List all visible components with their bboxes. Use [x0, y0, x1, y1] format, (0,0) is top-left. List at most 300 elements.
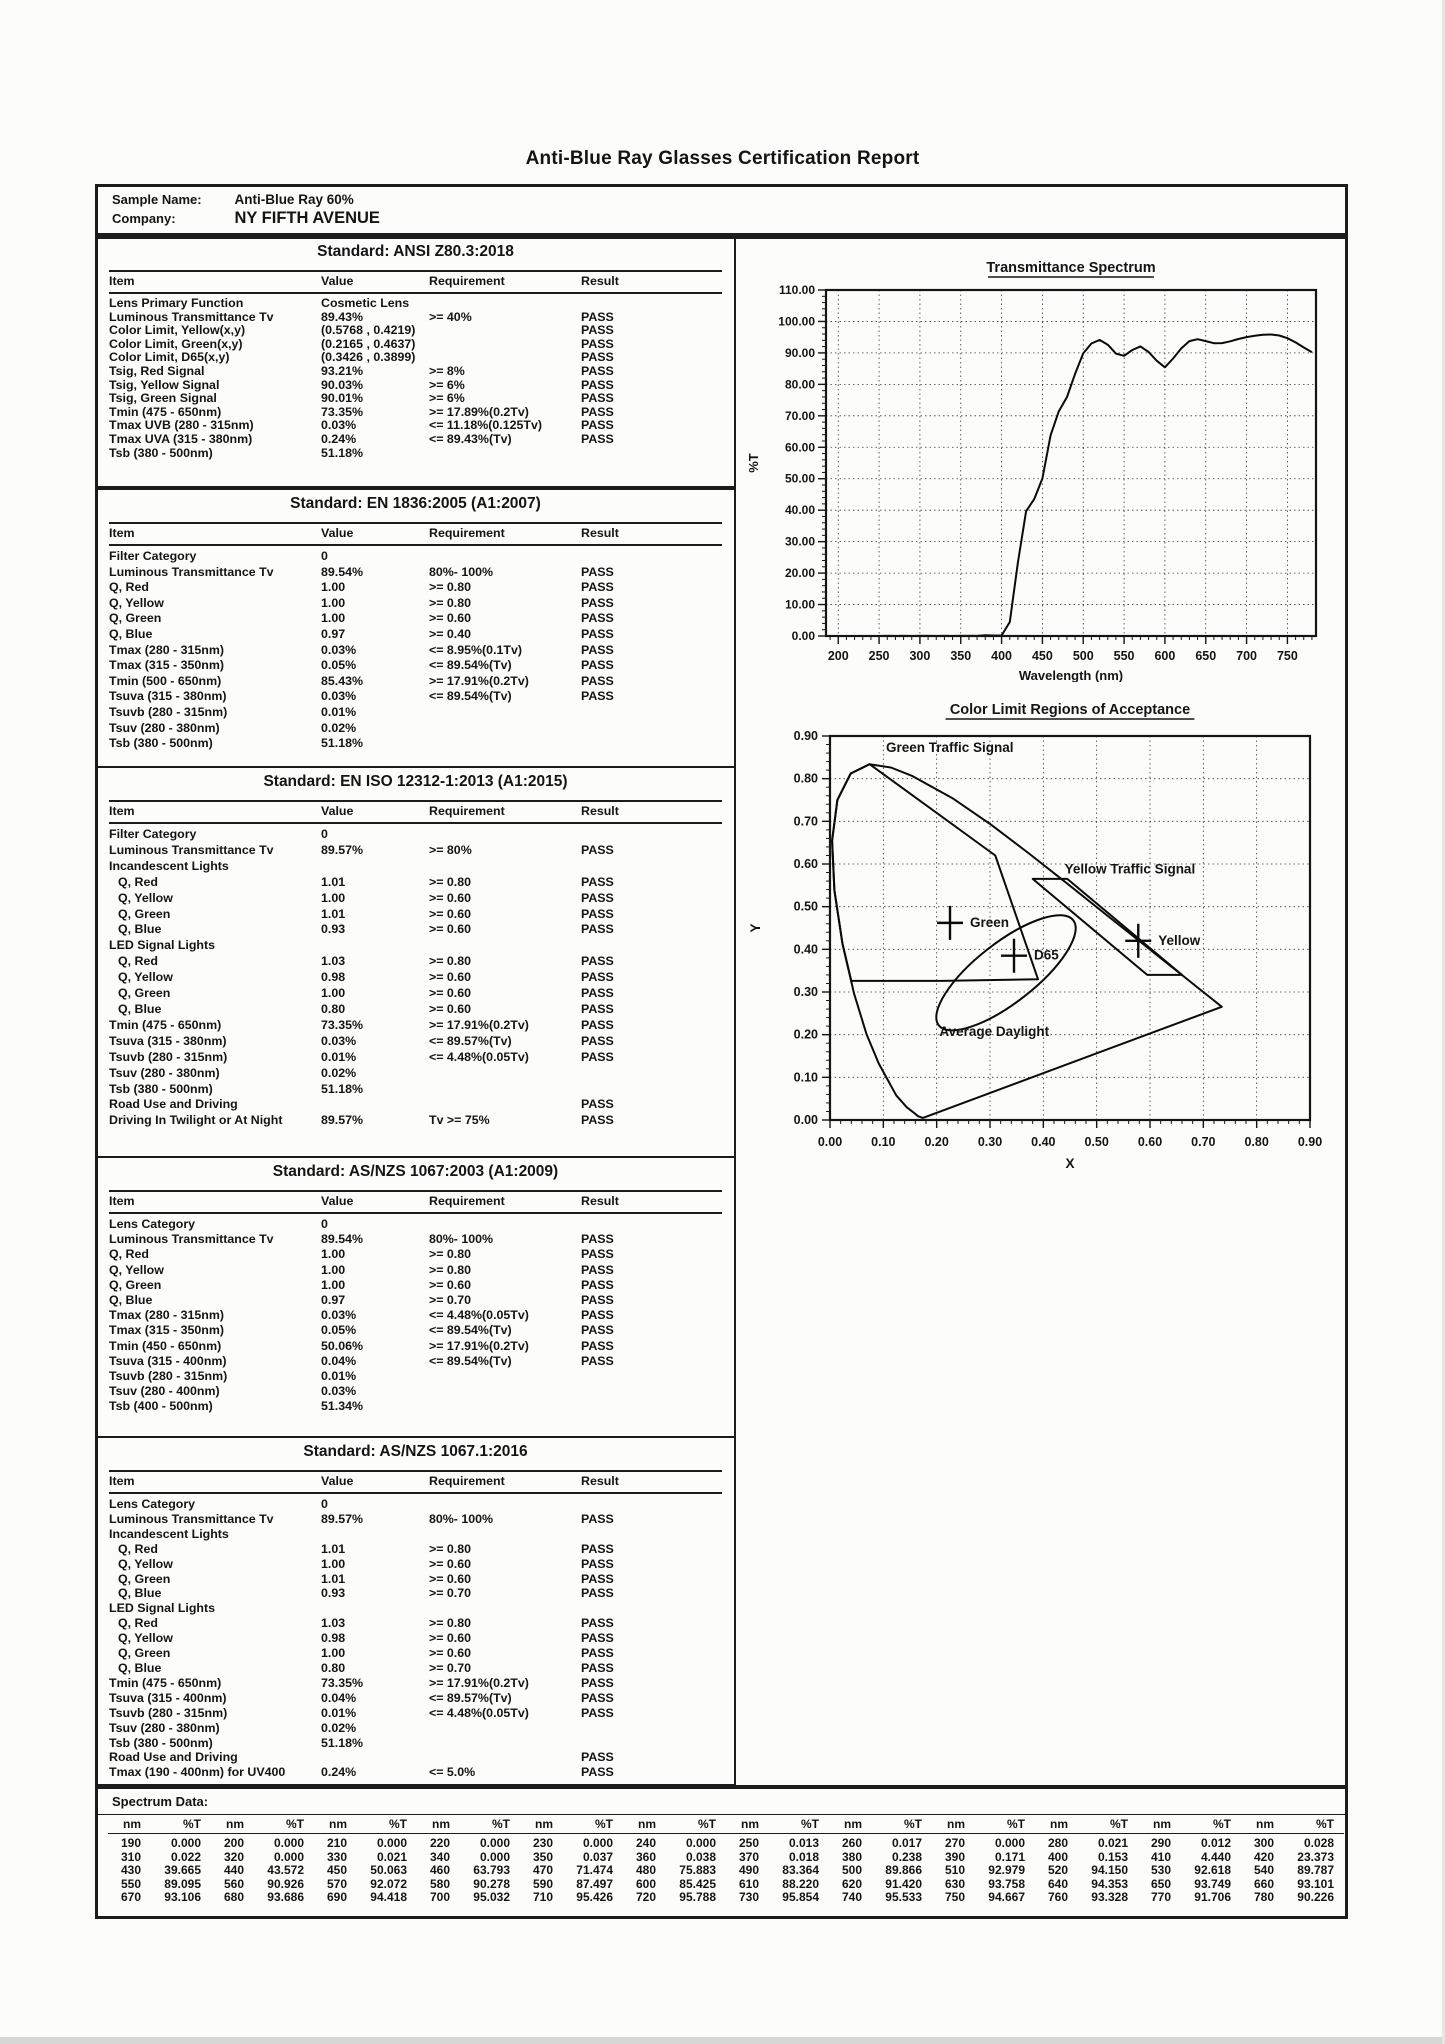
table-row: [109, 689, 722, 705]
table-row: [109, 324, 722, 338]
transmittance-cell: 0.171: [994, 1849, 1025, 1864]
column-header: nm: [1035, 1818, 1072, 1834]
cell: 89.43%: [321, 309, 364, 324]
table-header-row: [109, 270, 722, 294]
column-header: Requirement: [429, 526, 505, 540]
column-header: nm: [829, 1818, 866, 1834]
cell: Q, Blue: [118, 1660, 162, 1675]
column-header: %T: [1175, 1818, 1241, 1834]
cell: >= 0.80: [429, 1541, 472, 1556]
transmittance-cell: 0.000: [685, 1836, 716, 1851]
line-chart-svg: [738, 246, 1346, 682]
result-cell: PASS: [581, 1308, 614, 1323]
y-tick-label: 10.00: [784, 597, 815, 612]
cell: 0.98: [321, 970, 346, 985]
transmittance-curve: [830, 335, 1312, 637]
cell: 0.03%: [321, 642, 357, 657]
cell: >= 0.60: [429, 906, 472, 921]
x-tick-label: 0.10: [871, 1135, 896, 1149]
cell: (0.5768 , 0.4219): [321, 323, 416, 338]
cell: Q, Blue: [118, 1586, 162, 1601]
transmittance-cell: 0.000: [376, 1836, 407, 1851]
table-row: [109, 1721, 722, 1736]
cell: Tmin (475 - 650nm): [109, 1675, 222, 1690]
result-cell: PASS: [581, 431, 614, 446]
cell: >= 40%: [429, 309, 472, 324]
cell: Tsuv (280 - 380nm): [109, 720, 220, 735]
cell: Tsb (400 - 500nm): [109, 1399, 213, 1414]
cell: 80%- 100%: [429, 1232, 494, 1247]
table-row: [109, 419, 722, 433]
result-cell: PASS: [581, 986, 614, 1001]
transmittance-cell: 93.686: [267, 1890, 304, 1905]
table-row: [109, 922, 722, 938]
result-cell: PASS: [581, 658, 614, 673]
cell: [429, 297, 581, 311]
cell: >= 17.91%(0.2Tv): [429, 1017, 529, 1032]
standard-table-ansi-z80: [95, 236, 736, 488]
cell: 0.98: [321, 1631, 346, 1646]
result-cell: PASS: [581, 1631, 614, 1646]
result-cell: [581, 859, 722, 875]
cell: Q, Green: [109, 611, 162, 626]
cell: 1.01: [321, 1571, 346, 1586]
cell: [429, 324, 581, 338]
cell: [429, 736, 581, 752]
transmittance-cell: 0.028: [1303, 1836, 1334, 1851]
cell: 0.04%: [321, 1353, 357, 1368]
transmittance-cell: 95.032: [473, 1890, 510, 1905]
transmittance-cell: 71.474: [576, 1863, 613, 1878]
cell: [429, 1217, 581, 1232]
column-header: nm: [726, 1818, 763, 1834]
transmittance-cell: 91.420: [885, 1876, 922, 1891]
result-cell: PASS: [581, 842, 614, 857]
cell: 0.01%: [321, 1369, 357, 1384]
transmittance-cell: 0.000: [582, 1836, 613, 1851]
wavelength-cell: 410: [1150, 1849, 1171, 1864]
cell: >= 0.60: [429, 1571, 472, 1586]
column-header: Item: [109, 804, 135, 818]
wavelength-cell: 590: [532, 1876, 553, 1891]
column-header: Item: [109, 1474, 135, 1488]
wavelength-cell: 400: [1047, 1849, 1068, 1864]
table-header-row: [109, 800, 722, 824]
wavelength-cell: 700: [429, 1890, 450, 1905]
cell: Tmin (500 - 650nm): [109, 673, 222, 688]
cell: <= 89.54%(Tv): [429, 1323, 512, 1338]
wavelength-cell: 330: [326, 1849, 347, 1864]
table-row: [109, 565, 722, 581]
transmittance-cell: 63.793: [473, 1863, 510, 1878]
table-row: [109, 1369, 722, 1384]
cell: 0.01%: [321, 1049, 357, 1064]
cell: <= 89.54%(Tv): [429, 658, 512, 673]
transmittance-cell: 90.226: [1297, 1890, 1334, 1905]
y-tick-label: 90.00: [784, 345, 815, 360]
table-row: [109, 447, 722, 461]
y-tick-label: 50.00: [784, 471, 815, 486]
cell: >= 0.70: [429, 1586, 472, 1601]
transmittance-cell: 93.101: [1297, 1876, 1334, 1891]
y-tick-label: 0.90: [793, 729, 818, 743]
cell: 1.00: [321, 611, 346, 626]
table-row: [109, 1676, 722, 1691]
result-cell: PASS: [581, 564, 614, 579]
y-tick-label: 100.00: [778, 314, 815, 329]
wavelength-cell: 200: [223, 1836, 244, 1851]
x-tick-label: 550: [1113, 649, 1135, 663]
cell: (0.2165 , 0.4637): [321, 336, 416, 351]
cell: 0.80: [321, 1660, 346, 1675]
transmittance-cell: 0.013: [788, 1836, 819, 1851]
result-cell: PASS: [581, 689, 614, 704]
x-tick-label: 0.60: [1137, 1135, 1163, 1149]
wavelength-cell: 550: [120, 1876, 141, 1891]
transmittance-cell: 0.000: [170, 1836, 201, 1851]
color-chart-svg: [738, 688, 1350, 1168]
cell: 0: [321, 827, 328, 841]
result-cell: [581, 1082, 722, 1098]
table-row: [109, 674, 722, 690]
wavelength-cell: 230: [532, 1836, 553, 1851]
cell: 1.01: [321, 874, 346, 889]
result-cell: PASS: [581, 418, 614, 433]
table-row: [109, 954, 722, 970]
table-row: [109, 875, 722, 891]
cell: Q, Yellow: [118, 890, 173, 905]
cell: Tsuva (315 - 380nm): [109, 1033, 227, 1048]
y-tick-label: 80.00: [784, 377, 815, 392]
cell: Tsuva (315 - 400nm): [109, 1690, 227, 1705]
sample-name-label: Sample Name:: [112, 192, 202, 207]
result-cell: PASS: [581, 1556, 614, 1571]
cell: 0.93: [321, 922, 346, 937]
transmittance-cell: 50.063: [370, 1863, 407, 1878]
column-header: %T: [454, 1818, 520, 1834]
table-row: [109, 1278, 722, 1293]
cell: >= 0.60: [429, 1646, 472, 1661]
cell: >= 0.80: [429, 595, 472, 610]
x-axis-title: Wavelength (nm): [1018, 668, 1124, 682]
table-row: [109, 1661, 722, 1676]
x-tick-label: 0.40: [1031, 1135, 1056, 1149]
cell: [429, 938, 581, 954]
green-traffic-signal-region: [832, 764, 1038, 981]
column-header: nm: [623, 1818, 660, 1834]
spectrum-data-table: [108, 1818, 1344, 1904]
y-tick-label: 0.80: [793, 771, 818, 786]
table-row: [109, 1736, 722, 1751]
table-row: [109, 970, 722, 986]
result-cell: PASS: [581, 1017, 614, 1032]
cell: [429, 1082, 581, 1098]
transmittance-cell: 4.440: [1200, 1849, 1231, 1864]
column-header: Result: [581, 1474, 619, 1488]
transmittance-cell: 88.220: [782, 1876, 819, 1891]
cell: Filter Category: [109, 549, 197, 563]
cell: >= 0.80: [429, 1247, 472, 1262]
result-cell: [581, 1497, 722, 1512]
wavelength-cell: 450: [326, 1863, 347, 1878]
result-cell: [581, 1601, 722, 1616]
wavelength-cell: 650: [1150, 1876, 1171, 1891]
cell: 80%- 100%: [429, 564, 494, 579]
y-tick-label: 0.60: [793, 857, 818, 871]
column-header: nm: [932, 1818, 969, 1834]
cell: Tv >= 75%: [429, 1113, 490, 1128]
wavelength-cell: 340: [429, 1849, 450, 1864]
table-row: [109, 1293, 722, 1308]
y-tick-label: 60.00: [784, 440, 815, 455]
column-header: Value: [321, 804, 354, 818]
result-cell: PASS: [581, 1511, 614, 1526]
result-cell: PASS: [581, 970, 614, 985]
transmittance-cell: 95.533: [885, 1890, 922, 1905]
cell: 0.02%: [321, 1720, 357, 1735]
cell: [429, 549, 581, 565]
result-cell: [581, 705, 722, 721]
table-row: [109, 1399, 722, 1414]
table-row: [109, 1631, 722, 1646]
cell: >= 0.40: [429, 626, 472, 641]
cell: [321, 1097, 429, 1113]
cell: >= 0.60: [429, 986, 472, 1001]
column-header: Value: [321, 1474, 354, 1488]
result-cell: PASS: [581, 874, 614, 889]
x-tick-label: 750: [1276, 649, 1298, 663]
wavelength-cell: 240: [635, 1836, 656, 1851]
wavelength-cell: 680: [223, 1890, 244, 1905]
cell: [429, 1527, 581, 1542]
table-row: [109, 1247, 722, 1262]
cell: (0.3426 , 0.3899): [321, 350, 416, 365]
cell: 1.00: [321, 890, 346, 905]
table-row: [109, 1034, 722, 1050]
transmittance-cell: 94.667: [988, 1890, 1025, 1905]
transmittance-cell: 0.021: [376, 1849, 407, 1864]
standard-table-eniso12312: [95, 766, 736, 1158]
cell: <= 5.0%: [429, 1765, 476, 1780]
column-header: Requirement: [429, 804, 505, 818]
cell: 0.03%: [321, 1308, 357, 1323]
result-cell: PASS: [581, 391, 614, 406]
standard-title: Standard: EN 1836:2005 (A1:2007): [290, 495, 541, 512]
cell: Incandescent Lights: [109, 1526, 229, 1541]
standard-table: [109, 1190, 722, 1415]
transmittance-cell: 94.353: [1091, 1876, 1128, 1891]
transmittance-cell: 95.426: [576, 1890, 613, 1905]
table-row: [109, 351, 722, 365]
transmittance-cell: 83.364: [782, 1863, 819, 1878]
standard-table-asnzs1067-2003: [95, 1156, 736, 1438]
cell: 0.01%: [321, 704, 357, 719]
transmittance-cell: 0.000: [994, 1836, 1025, 1851]
result-cell: PASS: [581, 580, 614, 595]
wavelength-cell: 720: [635, 1890, 656, 1905]
cell: >= 0.80: [429, 1262, 472, 1277]
wavelength-cell: 780: [1253, 1890, 1274, 1905]
cell: Tmax (280 - 315nm): [109, 642, 225, 657]
cell: <= 89.57%(Tv): [429, 1033, 512, 1048]
cell: Tsuvb (280 - 315nm): [109, 704, 228, 719]
column-header: %T: [1072, 1818, 1138, 1834]
cell: 1.01: [321, 1541, 346, 1556]
cell: [429, 351, 581, 365]
y-tick-label: 0.10: [793, 1070, 818, 1085]
column-header: nm: [108, 1818, 145, 1834]
cell: [429, 827, 581, 843]
cell: Tsb (380 - 500nm): [109, 445, 213, 460]
wavelength-cell: 690: [326, 1890, 347, 1905]
cell: 0.02%: [321, 1065, 357, 1080]
result-cell: [581, 1721, 722, 1736]
wavelength-cell: 300: [1253, 1836, 1274, 1851]
table-row: [109, 1050, 722, 1066]
cell: 0: [321, 1497, 328, 1511]
cell: Q, Red: [118, 1616, 158, 1631]
transmittance-cell: 94.150: [1091, 1863, 1128, 1878]
cell: [321, 1527, 429, 1542]
column-header: Result: [581, 804, 619, 818]
wavelength-cell: 530: [1150, 1863, 1171, 1878]
result-cell: PASS: [581, 1616, 614, 1631]
result-cell: PASS: [581, 377, 614, 392]
cell: Q, Green: [118, 906, 171, 921]
cell: 1.03: [321, 954, 346, 969]
x-tick-label: 0.70: [1191, 1135, 1216, 1149]
transmittance-cell: 0.012: [1200, 1836, 1231, 1851]
marker-label: D65: [1034, 947, 1059, 963]
cell: Filter Category: [109, 827, 197, 841]
wavelength-cell: 750: [944, 1890, 965, 1905]
result-cell: PASS: [581, 1001, 614, 1016]
x-tick-label: 400: [991, 649, 1013, 663]
y-tick-label: 110.00: [778, 283, 815, 297]
cell: Road Use and Driving: [109, 1097, 238, 1112]
sample-info-box: [95, 184, 1348, 236]
result-cell: [581, 297, 722, 311]
result-cell: PASS: [581, 1262, 614, 1277]
cell: [429, 859, 581, 875]
transmittance-cell: 92.618: [1194, 1863, 1231, 1878]
cell: >= 0.70: [429, 1293, 472, 1308]
result-cell: [581, 1369, 722, 1384]
wavelength-cell: 270: [944, 1836, 965, 1851]
cell: Q, Red: [109, 580, 149, 595]
column-header: Result: [581, 1194, 619, 1208]
cell: 0.03%: [321, 418, 357, 433]
cell: Q, Blue: [118, 1001, 162, 1016]
cell: 89.57%: [321, 842, 364, 857]
result-cell: PASS: [581, 1705, 614, 1720]
cell: <= 4.48%(0.05Tv): [429, 1308, 529, 1323]
result-cell: PASS: [581, 1353, 614, 1368]
result-cell: PASS: [581, 350, 614, 365]
y-tick-label: 0.00: [793, 1113, 818, 1127]
cell: [429, 447, 581, 461]
column-header: Requirement: [429, 1474, 505, 1488]
column-header: Item: [109, 274, 135, 288]
column-header: nm: [520, 1818, 557, 1834]
cell: Q, Red: [118, 1541, 158, 1556]
result-cell: PASS: [581, 363, 614, 378]
y-tick-label: 0.30: [793, 985, 818, 999]
wavelength-cell: 190: [120, 1836, 141, 1851]
cell: [429, 1736, 581, 1751]
standard-title: Standard: AS/NZS 1067:2003 (A1:2009): [272, 1163, 559, 1180]
transmittance-cell: 89.787: [1297, 1863, 1334, 1878]
result-cell: [581, 938, 722, 954]
cell: [321, 859, 429, 875]
table-row: [109, 406, 722, 420]
table-row: [109, 1263, 722, 1278]
transmittance-cell: 89.866: [885, 1863, 922, 1878]
cell: >= 80%: [429, 842, 472, 857]
wavelength-cell: 560: [223, 1876, 244, 1891]
wavelength-cell: 470: [532, 1863, 553, 1878]
result-cell: PASS: [581, 404, 614, 419]
color-limit-regions-chart: [738, 688, 1350, 1168]
transmittance-cell: 0.000: [479, 1836, 510, 1851]
cell: 51.18%: [321, 445, 364, 460]
result-cell: PASS: [581, 1293, 614, 1308]
result-cell: PASS: [581, 906, 614, 921]
wavelength-cell: 620: [841, 1876, 862, 1891]
cell: Lens Category: [109, 1497, 196, 1511]
cell: <= 89.54%(Tv): [429, 1353, 512, 1368]
result-cell: PASS: [581, 1247, 614, 1262]
cell: Tsb (380 - 500nm): [109, 1081, 213, 1096]
table-row: [109, 907, 722, 923]
cell: 85.43%: [321, 673, 364, 688]
wavelength-cell: 630: [944, 1876, 965, 1891]
cell: >= 17.91%(0.2Tv): [429, 1338, 529, 1353]
cell: 0.93: [321, 1586, 346, 1601]
cell: >= 0.60: [429, 1631, 472, 1646]
cell: 90.01%: [321, 391, 364, 406]
cell: Color Limit, Yellow(x,y): [109, 323, 246, 338]
standard-title: Standard: ANSI Z80.3:2018: [317, 243, 514, 260]
cell: 1.01: [321, 906, 346, 921]
transmittance-cell: 90.926: [267, 1876, 304, 1891]
standard-title: Standard: AS/NZS 1067.1:2016: [303, 1443, 528, 1460]
cell: [429, 1066, 581, 1082]
result-cell: PASS: [581, 954, 614, 969]
cell: <= 89.43%(Tv): [429, 431, 512, 446]
column-header: %T: [969, 1818, 1035, 1834]
standard-table: [109, 800, 722, 1129]
wavelength-cell: 740: [841, 1890, 862, 1905]
table-row: [109, 1765, 722, 1780]
cell: [429, 1601, 581, 1616]
wavelength-cell: 250: [738, 1836, 759, 1851]
x-tick-label: 250: [868, 649, 890, 663]
x-tick-label: 600: [1154, 649, 1176, 663]
cell: <= 8.95%(0.1Tv): [429, 642, 522, 657]
table-row: [109, 627, 722, 643]
cell: 80%- 100%: [429, 1511, 494, 1526]
result-cell: PASS: [581, 1338, 614, 1353]
table-row: [109, 1646, 722, 1661]
cell: 51.34%: [321, 1399, 364, 1414]
sample-name-value: Anti-Blue Ray 60%: [234, 192, 354, 207]
result-cell: [581, 1066, 722, 1082]
cell: Q, Green: [109, 1277, 162, 1292]
cell: >= 6%: [429, 377, 465, 392]
transmittance-cell: 0.000: [273, 1849, 304, 1864]
result-cell: [581, 447, 722, 461]
